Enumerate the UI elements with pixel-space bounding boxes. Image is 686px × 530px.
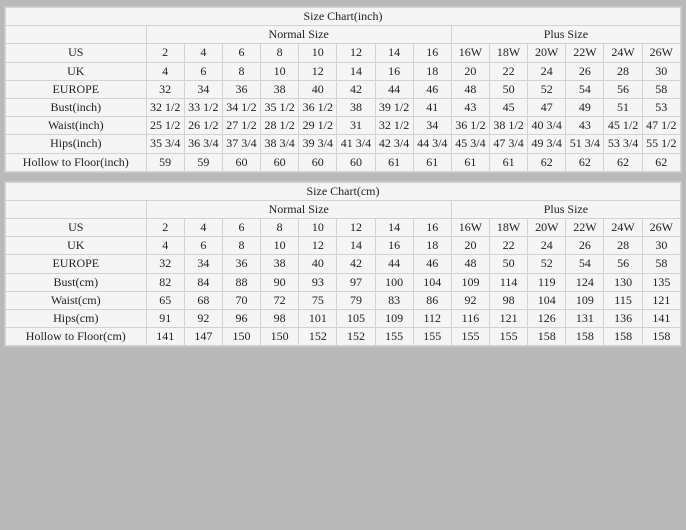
cell-eu-3: 36 <box>222 80 260 98</box>
cell-hips-cm-9: 116 <box>451 310 489 328</box>
cell-eu-2: 34 <box>184 80 222 98</box>
size-chart-cm <box>4 181 682 348</box>
cell-bust-cm-8: 104 <box>413 273 451 291</box>
cell-htf-14: 62 <box>642 153 680 171</box>
cell-htf-13: 62 <box>604 153 642 171</box>
cell-htf-12: 62 <box>566 153 604 171</box>
cell-htf-4: 60 <box>261 153 299 171</box>
cell-uk-11: 24 <box>528 62 566 80</box>
cell-waist-cm-12: 109 <box>566 291 604 309</box>
table-row <box>6 328 681 346</box>
cell-bust-cm-14: 135 <box>642 273 680 291</box>
cell-bust-cm-11: 119 <box>528 273 566 291</box>
cell-eu-cm-9: 48 <box>451 255 489 273</box>
cell-bust-cm-4: 90 <box>261 273 299 291</box>
page-title: Size Chart(inch) <box>6 8 681 26</box>
cell-htf-cm-1: 141 <box>146 328 184 346</box>
cell-uk-cm-1: 4 <box>146 237 184 255</box>
cell-htf-cm-13: 158 <box>604 328 642 346</box>
cell-htf-8: 61 <box>413 153 451 171</box>
cell-eu-cm-14: 58 <box>642 255 680 273</box>
cell-htf-6: 60 <box>337 153 375 171</box>
cell-hips-3: 37 3/4 <box>222 135 260 153</box>
cell-waist-12: 43 <box>566 117 604 135</box>
cell-uk-cm-7: 16 <box>375 237 413 255</box>
cell-us-14: 26W <box>642 44 680 62</box>
cell-bust-7: 39 1/2 <box>375 98 413 116</box>
table-row <box>6 255 681 273</box>
table-row <box>6 80 681 98</box>
cell-htf-5: 60 <box>299 153 337 171</box>
cell-bust-12: 49 <box>566 98 604 116</box>
cell-us-5: 10 <box>299 44 337 62</box>
cell-waist-cm-9: 92 <box>451 291 489 309</box>
cell-waist-2: 26 1/2 <box>184 117 222 135</box>
cell-bust-4: 35 1/2 <box>261 98 299 116</box>
cell-waist-cm-8: 86 <box>413 291 451 309</box>
table-row <box>6 117 681 135</box>
cell-eu-cm-3: 36 <box>222 255 260 273</box>
cell-bust-6: 38 <box>337 98 375 116</box>
cell-hips-cm-2: 92 <box>184 310 222 328</box>
cell-eu-13: 56 <box>604 80 642 98</box>
cell-htf-cm-14: 158 <box>642 328 680 346</box>
table-row <box>6 153 681 171</box>
cell-uk-5: 12 <box>299 62 337 80</box>
cell-eu-cm-12: 54 <box>566 255 604 273</box>
cell-waist-1: 25 1/2 <box>146 117 184 135</box>
page-title-cm: Size Chart(cm) <box>6 182 681 200</box>
cell-uk-cm-10: 22 <box>490 237 528 255</box>
cell-uk-9: 20 <box>451 62 489 80</box>
cell-hips-cm-12: 131 <box>566 310 604 328</box>
chart-group-row <box>6 200 681 218</box>
cell-uk-7: 16 <box>375 62 413 80</box>
table-row <box>6 310 681 328</box>
cell-htf-cm-7: 155 <box>375 328 413 346</box>
cell-uk-cm-11: 24 <box>528 237 566 255</box>
cell-us-11: 20W <box>528 44 566 62</box>
group-header-plus-cm: Plus Size <box>451 200 680 218</box>
row-header-waist-cm: Waist(cm) <box>6 291 147 309</box>
cell-us-cm-7: 14 <box>375 219 413 237</box>
cell-hips-cm-3: 96 <box>222 310 260 328</box>
cell-htf-7: 61 <box>375 153 413 171</box>
cell-htf-10: 61 <box>489 153 527 171</box>
cell-uk-3: 8 <box>222 62 260 80</box>
chart-title-row <box>6 8 681 26</box>
size-chart-cm-table <box>5 182 681 347</box>
cell-waist-cm-3: 70 <box>222 291 260 309</box>
size-chart-inch-table <box>5 7 681 172</box>
cell-waist-cm-14: 121 <box>642 291 680 309</box>
cell-us-cm-10: 18W <box>490 219 528 237</box>
cell-uk-cm-6: 14 <box>337 237 375 255</box>
cell-htf-cm-5: 152 <box>299 328 337 346</box>
cell-uk-12: 26 <box>566 62 604 80</box>
cell-bust-cm-13: 130 <box>604 273 642 291</box>
cell-waist-11: 40 3/4 <box>528 117 566 135</box>
cell-waist-cm-1: 65 <box>146 291 184 309</box>
cell-bust-cm-6: 97 <box>337 273 375 291</box>
cell-us-cm-6: 12 <box>337 219 375 237</box>
row-header-bust: Bust(inch) <box>6 98 147 116</box>
cell-waist-8: 34 <box>413 117 451 135</box>
cell-uk-cm-4: 10 <box>261 237 299 255</box>
cell-hips-4: 38 3/4 <box>261 135 299 153</box>
cell-hips-cm-7: 109 <box>375 310 413 328</box>
cell-hips-cm-6: 105 <box>337 310 375 328</box>
cell-waist-3: 27 1/2 <box>222 117 260 135</box>
cell-hips-6: 41 3/4 <box>337 135 375 153</box>
cell-eu-7: 44 <box>375 80 413 98</box>
cell-us-cm-3: 6 <box>222 219 260 237</box>
cell-us-4: 8 <box>261 44 299 62</box>
cell-us-1: 2 <box>146 44 184 62</box>
cell-bust-cm-3: 88 <box>222 273 260 291</box>
cell-hips-cm-14: 141 <box>642 310 680 328</box>
cell-hips-9: 45 3/4 <box>451 135 489 153</box>
cell-htf-cm-12: 158 <box>566 328 604 346</box>
table-row <box>6 273 681 291</box>
cell-htf-9: 61 <box>451 153 489 171</box>
row-header-us: US <box>6 44 147 62</box>
row-header-hollow-to-floor-cm: Hollow to Floor(cm) <box>6 328 147 346</box>
cell-eu-cm-10: 50 <box>490 255 528 273</box>
cell-waist-7: 32 1/2 <box>375 117 413 135</box>
cell-eu-cm-5: 40 <box>299 255 337 273</box>
cell-waist-6: 31 <box>337 117 375 135</box>
table-row <box>6 291 681 309</box>
cell-us-cm-13: 24W <box>604 219 642 237</box>
group-header-plus: Plus Size <box>451 26 680 44</box>
cell-bust-1: 32 1/2 <box>146 98 184 116</box>
cell-bust-10: 45 <box>489 98 527 116</box>
cell-hips-13: 53 3/4 <box>604 135 642 153</box>
cell-us-cm-1: 2 <box>146 219 184 237</box>
cell-bust-5: 36 1/2 <box>299 98 337 116</box>
cell-waist-14: 47 1/2 <box>642 117 680 135</box>
cell-eu-9: 48 <box>451 80 489 98</box>
cell-uk-2: 6 <box>184 62 222 80</box>
cell-uk-14: 30 <box>642 62 680 80</box>
cell-bust-3: 34 1/2 <box>222 98 260 116</box>
cell-us-13: 24W <box>604 44 642 62</box>
cell-htf-1: 59 <box>146 153 184 171</box>
cell-us-9: 16W <box>451 44 489 62</box>
cell-htf-cm-8: 155 <box>413 328 451 346</box>
cell-us-cm-9: 16W <box>451 219 489 237</box>
cell-eu-cm-11: 52 <box>528 255 566 273</box>
group-header-normal: Normal Size <box>146 26 451 44</box>
cell-uk-4: 10 <box>261 62 299 80</box>
cell-waist-cm-13: 115 <box>604 291 642 309</box>
cell-eu-14: 58 <box>642 80 680 98</box>
cell-uk-6: 14 <box>337 62 375 80</box>
cell-us-cm-5: 10 <box>299 219 337 237</box>
group-row-corner <box>6 26 147 44</box>
cell-eu-4: 38 <box>261 80 299 98</box>
cell-us-10: 18W <box>489 44 527 62</box>
cell-waist-cm-7: 83 <box>375 291 413 309</box>
cell-bust-8: 41 <box>413 98 451 116</box>
cell-waist-cm-5: 75 <box>299 291 337 309</box>
table-row <box>6 98 681 116</box>
cell-bust-cm-10: 114 <box>490 273 528 291</box>
cell-hips-cm-10: 121 <box>490 310 528 328</box>
cell-eu-11: 52 <box>528 80 566 98</box>
cell-hips-cm-13: 136 <box>604 310 642 328</box>
cell-uk-13: 28 <box>604 62 642 80</box>
cell-hips-12: 51 3/4 <box>566 135 604 153</box>
cell-uk-cm-12: 26 <box>566 237 604 255</box>
cell-eu-cm-7: 44 <box>375 255 413 273</box>
table-row <box>6 219 681 237</box>
cell-waist-cm-4: 72 <box>261 291 299 309</box>
cell-waist-cm-2: 68 <box>184 291 222 309</box>
cell-hips-cm-1: 91 <box>146 310 184 328</box>
cell-htf-cm-10: 155 <box>490 328 528 346</box>
cell-hips-10: 47 3/4 <box>489 135 527 153</box>
cell-uk-cm-9: 20 <box>451 237 489 255</box>
cell-hips-8: 44 3/4 <box>413 135 451 153</box>
cell-uk-cm-3: 8 <box>222 237 260 255</box>
cell-us-cm-14: 26W <box>642 219 680 237</box>
cell-hips-14: 55 1/2 <box>642 135 680 153</box>
cell-hips-1: 35 3/4 <box>146 135 184 153</box>
cell-us-8: 16 <box>413 44 451 62</box>
cell-us-cm-11: 20W <box>528 219 566 237</box>
cell-waist-13: 45 1/2 <box>604 117 642 135</box>
cell-us-12: 22W <box>566 44 604 62</box>
cell-eu-10: 50 <box>489 80 527 98</box>
cell-eu-cm-2: 34 <box>184 255 222 273</box>
cell-us-cm-4: 8 <box>261 219 299 237</box>
cell-hips-cm-8: 112 <box>413 310 451 328</box>
cell-bust-cm-9: 109 <box>451 273 489 291</box>
cell-hips-5: 39 3/4 <box>299 135 337 153</box>
cell-eu-12: 54 <box>566 80 604 98</box>
cell-waist-5: 29 1/2 <box>299 117 337 135</box>
table-row <box>6 44 681 62</box>
cell-hips-cm-4: 98 <box>261 310 299 328</box>
cell-htf-cm-11: 158 <box>528 328 566 346</box>
cell-hips-7: 42 3/4 <box>375 135 413 153</box>
cell-eu-cm-1: 32 <box>146 255 184 273</box>
cell-hips-2: 36 3/4 <box>184 135 222 153</box>
chart-title-row <box>6 182 681 200</box>
cell-htf-cm-9: 155 <box>451 328 489 346</box>
row-header-europe: EUROPE <box>6 80 147 98</box>
cell-uk-cm-14: 30 <box>642 237 680 255</box>
table-row <box>6 135 681 153</box>
cell-uk-cm-2: 6 <box>184 237 222 255</box>
cell-waist-9: 36 1/2 <box>451 117 489 135</box>
row-header-europe-cm: EUROPE <box>6 255 147 273</box>
cell-uk-8: 18 <box>413 62 451 80</box>
cell-us-3: 6 <box>222 44 260 62</box>
cell-eu-cm-8: 46 <box>413 255 451 273</box>
cell-us-cm-8: 16 <box>413 219 451 237</box>
cell-uk-cm-8: 18 <box>413 237 451 255</box>
cell-bust-11: 47 <box>528 98 566 116</box>
cell-waist-4: 28 1/2 <box>261 117 299 135</box>
cell-uk-1: 4 <box>146 62 184 80</box>
size-chart-inch <box>4 6 682 173</box>
row-header-hips-cm: Hips(cm) <box>6 310 147 328</box>
cell-bust-cm-12: 124 <box>566 273 604 291</box>
chart-group-row <box>6 26 681 44</box>
cell-us-2: 4 <box>184 44 222 62</box>
group-row-corner-cm <box>6 200 147 218</box>
cell-eu-cm-13: 56 <box>604 255 642 273</box>
cell-bust-cm-5: 93 <box>299 273 337 291</box>
row-header-waist: Waist(inch) <box>6 117 147 135</box>
cell-uk-cm-13: 28 <box>604 237 642 255</box>
cell-bust-cm-1: 82 <box>146 273 184 291</box>
cell-bust-13: 51 <box>604 98 642 116</box>
cell-us-7: 14 <box>375 44 413 62</box>
row-header-bust-cm: Bust(cm) <box>6 273 147 291</box>
cell-hips-cm-5: 101 <box>299 310 337 328</box>
cell-htf-3: 60 <box>222 153 260 171</box>
cell-htf-2: 59 <box>184 153 222 171</box>
cell-htf-11: 62 <box>528 153 566 171</box>
cell-eu-1: 32 <box>146 80 184 98</box>
cell-waist-cm-6: 79 <box>337 291 375 309</box>
row-header-uk-cm: UK <box>6 237 147 255</box>
cell-us-cm-12: 22W <box>566 219 604 237</box>
cell-us-6: 12 <box>337 44 375 62</box>
cell-hips-11: 49 3/4 <box>528 135 566 153</box>
row-header-hollow-to-floor: Hollow to Floor(inch) <box>6 153 147 171</box>
cell-eu-cm-4: 38 <box>261 255 299 273</box>
cell-waist-cm-10: 98 <box>490 291 528 309</box>
cell-bust-cm-7: 100 <box>375 273 413 291</box>
cell-bust-9: 43 <box>451 98 489 116</box>
row-header-hips: Hips(inch) <box>6 135 147 153</box>
cell-htf-cm-2: 147 <box>184 328 222 346</box>
cell-bust-2: 33 1/2 <box>184 98 222 116</box>
table-row <box>6 62 681 80</box>
cell-uk-10: 22 <box>489 62 527 80</box>
cell-waist-10: 38 1/2 <box>489 117 527 135</box>
cell-eu-6: 42 <box>337 80 375 98</box>
row-header-uk: UK <box>6 62 147 80</box>
cell-uk-cm-5: 12 <box>299 237 337 255</box>
cell-eu-cm-6: 42 <box>337 255 375 273</box>
cell-htf-cm-6: 152 <box>337 328 375 346</box>
cell-us-cm-2: 4 <box>184 219 222 237</box>
group-header-normal-cm: Normal Size <box>146 200 451 218</box>
cell-bust-cm-2: 84 <box>184 273 222 291</box>
cell-hips-cm-11: 126 <box>528 310 566 328</box>
cell-htf-cm-4: 150 <box>261 328 299 346</box>
cell-eu-8: 46 <box>413 80 451 98</box>
cell-waist-cm-11: 104 <box>528 291 566 309</box>
cell-htf-cm-3: 150 <box>222 328 260 346</box>
cell-bust-14: 53 <box>642 98 680 116</box>
cell-eu-5: 40 <box>299 80 337 98</box>
table-row <box>6 237 681 255</box>
row-header-us-cm: US <box>6 219 147 237</box>
